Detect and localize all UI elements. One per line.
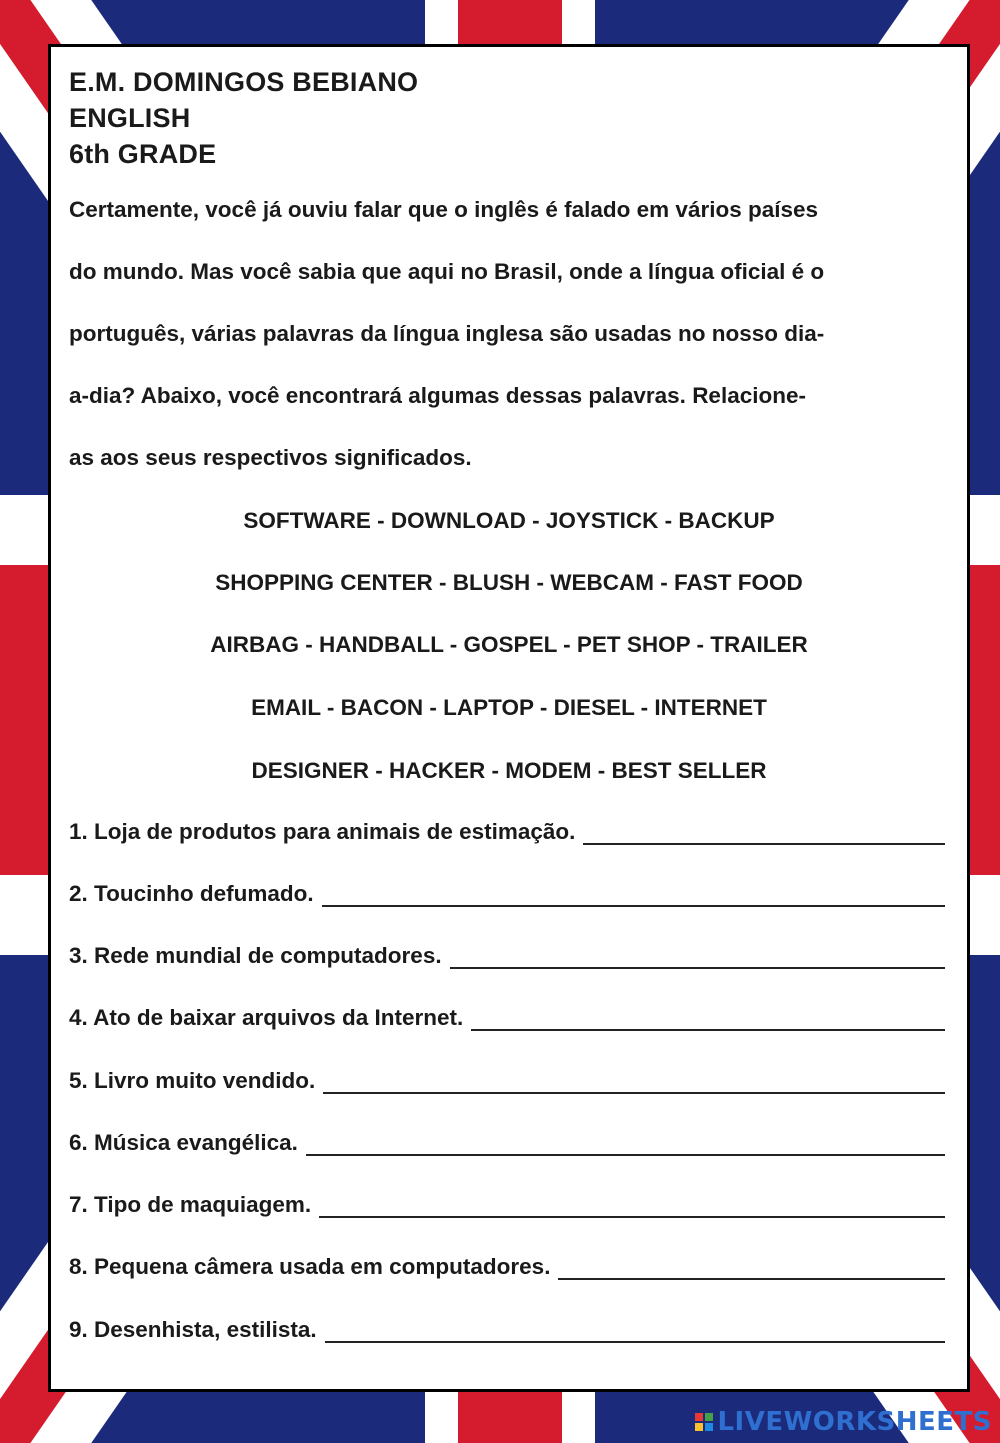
logo-blocks-icon: [695, 1413, 713, 1431]
worksheet-paper: [48, 44, 970, 1392]
subject-title: ENGLISH: [69, 103, 191, 133]
logo-wordmark: LIVEWORKSHEETS: [717, 1407, 992, 1437]
school-name: E.M. DOMINGOS BEBIANO: [69, 67, 419, 97]
question-row: [69, 1130, 945, 1156]
liveworksheets-logo: [695, 1407, 992, 1437]
answer-input[interactable]: [583, 821, 945, 845]
answer-input[interactable]: [558, 1256, 945, 1280]
answer-input[interactable]: [323, 1070, 945, 1094]
question-row: [69, 1254, 945, 1280]
question-text: 8. Pequena câmera usada em computadores.: [69, 1254, 551, 1279]
question-text: 1. Loja de produtos para animais de estimação.: [69, 819, 576, 844]
answer-input[interactable]: [322, 883, 945, 907]
answer-input[interactable]: [319, 1194, 945, 1218]
word-bank-line: DESIGNER - HACKER - MODEM - BEST SELLER: [251, 758, 767, 783]
question-text: 7. Tipo de maquiagem.: [69, 1192, 312, 1217]
question-row: [69, 881, 945, 907]
word-bank-line: AIRBAG - HANDBALL - GOSPEL - PET SHOP - TRAILER: [210, 632, 808, 657]
question-row: [69, 1005, 945, 1031]
answer-input[interactable]: [325, 1319, 945, 1343]
word-bank-line: SHOPPING CENTER - BLUSH - WEBCAM - FAST FOOD: [215, 570, 803, 595]
intro-line: as aos seus respectivos significados.: [69, 445, 472, 470]
question-row: [69, 1068, 945, 1094]
question-text: 6. Música evangélica.: [69, 1130, 298, 1155]
intro-line: Certamente, você já ouviu falar que o inglês é falado em vários países: [69, 197, 819, 222]
answer-input[interactable]: [450, 945, 945, 969]
word-bank-line: EMAIL - BACON - LAPTOP - DIESEL - INTERNET: [251, 695, 767, 720]
question-text: 3. Rede mundial de computadores.: [69, 943, 442, 968]
question-text: 4. Ato de baixar arquivos da Internet.: [69, 1005, 464, 1030]
intro-line: a-dia? Abaixo, você encontrará algumas dessas palavras. Relacione-: [69, 383, 806, 408]
answer-input[interactable]: [471, 1007, 945, 1031]
question-row: [69, 1192, 945, 1218]
question-text: 5. Livro muito vendido.: [69, 1068, 316, 1093]
question-row: [69, 1317, 945, 1343]
question-row: [69, 943, 945, 969]
intro-line: do mundo. Mas você sabia que aqui no Brasil, onde a língua oficial é o: [69, 259, 825, 284]
grade-label: 6th GRADE: [69, 139, 217, 169]
question-text: 2. Toucinho defumado.: [69, 881, 314, 906]
question-text: 9. Desenhista, estilista.: [69, 1317, 317, 1342]
answer-input[interactable]: [306, 1132, 945, 1156]
intro-line: português, várias palavras da língua inglesa são usadas no nosso dia-: [69, 321, 825, 346]
word-bank-line: SOFTWARE - DOWNLOAD - JOYSTICK - BACKUP: [243, 508, 775, 533]
question-row: [69, 819, 945, 845]
